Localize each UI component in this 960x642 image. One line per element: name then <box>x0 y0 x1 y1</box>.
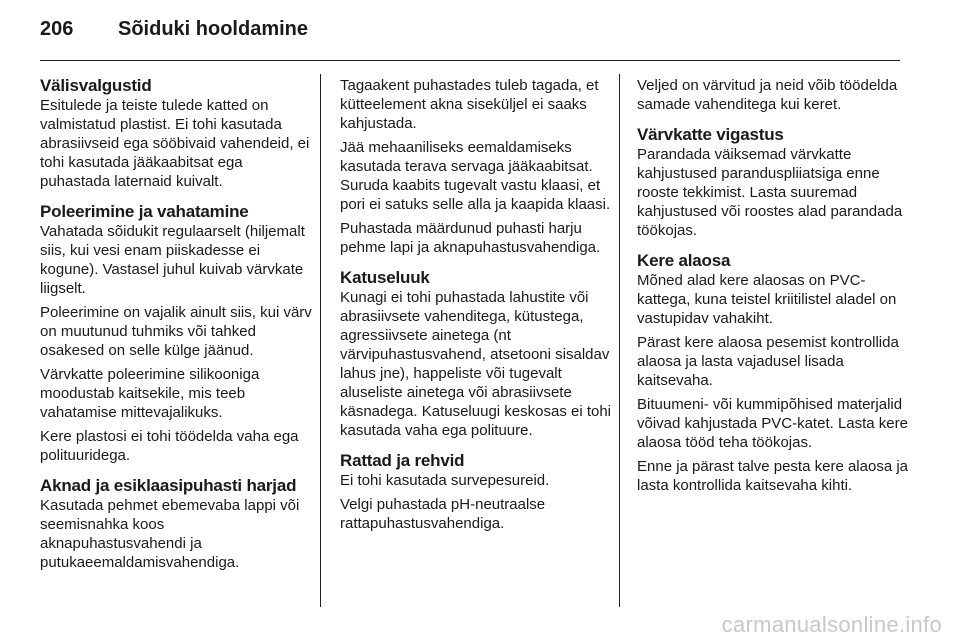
watermark: carmanualsonline.info <box>721 612 942 637</box>
page-number: 206 <box>40 18 74 40</box>
body-paragraph: Parandada väiksemad värvkatte kahjustused paranduspliiatsiga enne rooste tekkimist. Lasta suuremad kahjustused või roostes alad parandada töökojas. <box>637 146 903 239</box>
text-column-1 <box>40 76 312 572</box>
body-paragraph: Kunagi ei tohi puhastada lahustite või abrasiivsete vahenditega, kütustega, agressiivsete ainetega (nt värvipuhastusvahend, atsetooni sisaldav lahus jne), happeliste või tugevalt aluseliste ainetega või abrasiivsete käsnadega. Katuseluugi keskosas ei tohi kasutada vaha ega polituure. <box>340 289 612 439</box>
section-heading: Rattad ja rehvid <box>340 451 465 470</box>
body-paragraph: Poleerimine on vajalik ainult siis, kui värv on muutunud tuhmiks või tahked osakesed on selle külge jäänud. <box>40 304 312 359</box>
body-paragraph: Velgi puhastada pH-neutraalse rattapuhastusvahendiga. <box>340 496 546 532</box>
body-paragraph: Vahatada sõidukit regulaarselt (hiljemalt siis, kui vesi enam piiskadesse ei kogune). Vastasel juhul kuivab värvkate liigselt. <box>40 223 305 297</box>
body-paragraph: Kasutada pehmet ebemevaba lappi või seemisnahka koos aknapuhastusvahendi ja putukaeemaldamisvahendiga. <box>40 497 300 571</box>
body-paragraph: Esitulede ja teiste tulede katted on valmistatud plastist. Ei tohi kasutada abrasiivseid ega sööbivaid vahendeid, ei tohi kasutada jääkaabitsat ega puhastada laternaid kuivalt. <box>40 97 310 190</box>
section-heading: Värvkatte vigastus <box>637 125 784 144</box>
column-divider-2 <box>619 74 620 607</box>
body-paragraph: Enne ja pärast talve pesta kere alaosa ja lasta kontrollida kaitsevaha kihti. <box>637 458 909 494</box>
header-divider <box>40 60 900 61</box>
section-heading: Välisvalgustid <box>40 76 152 95</box>
body-paragraph: Bituumeni- või kummipõhised materjalid võivad kahjustada PVC-katet. Lasta kere alaosa tööd teha töökojas. <box>637 396 908 451</box>
body-paragraph: Kere plastosi ei tohi töödelda vaha ega polituuridega. <box>40 428 299 464</box>
page-title: Sõiduki hooldamine <box>118 18 309 40</box>
section-heading: Aknad ja esiklaasipuhasti harjad <box>40 476 297 495</box>
body-paragraph: Veljed on värvitud ja neid võib töödelda samade vahenditega kui keret. <box>637 77 898 113</box>
body-paragraph: Pärast kere alaosa pesemist kontrollida alaosa ja lasta vajadusel lisada kaitsevaha. <box>637 334 899 389</box>
body-paragraph: Ei tohi kasutada survepesureid. <box>340 472 550 489</box>
section-heading: Poleerimine ja vahatamine <box>40 202 249 221</box>
section-heading: Kere alaosa <box>637 251 731 270</box>
body-paragraph: Mõned alad kere alaosas on PVC-kattega, kuna teistel kriitilistel aladel on vastupidav vahakiht. <box>637 272 897 327</box>
text-column-2 <box>340 76 612 533</box>
body-paragraph: Jää mehaaniliseks eemaldamiseks kasutada terava servaga jääkaabitsat. Suruda kaabits tugevalt vastu klaasi, et pori ei satuks selle alla ja kaapida klaasi. <box>340 139 611 213</box>
column-divider-1 <box>320 74 321 607</box>
body-paragraph: Tagaakent puhastades tuleb tagada, et kütteelement akna siseküljel ei saaks kahjustada. <box>340 77 599 132</box>
body-paragraph: Värvkatte poleerimine silikooniga moodustab kaitsekile, mis teeb vahatamise mittevajalikuks. <box>40 366 260 421</box>
section-heading: Katuseluuk <box>340 268 430 287</box>
body-paragraph: Puhastada määrdunud puhasti harju pehme lapi ja aknapuhastusvahendiga. <box>340 220 601 256</box>
text-column-3 <box>637 76 909 495</box>
page-header <box>40 18 308 48</box>
